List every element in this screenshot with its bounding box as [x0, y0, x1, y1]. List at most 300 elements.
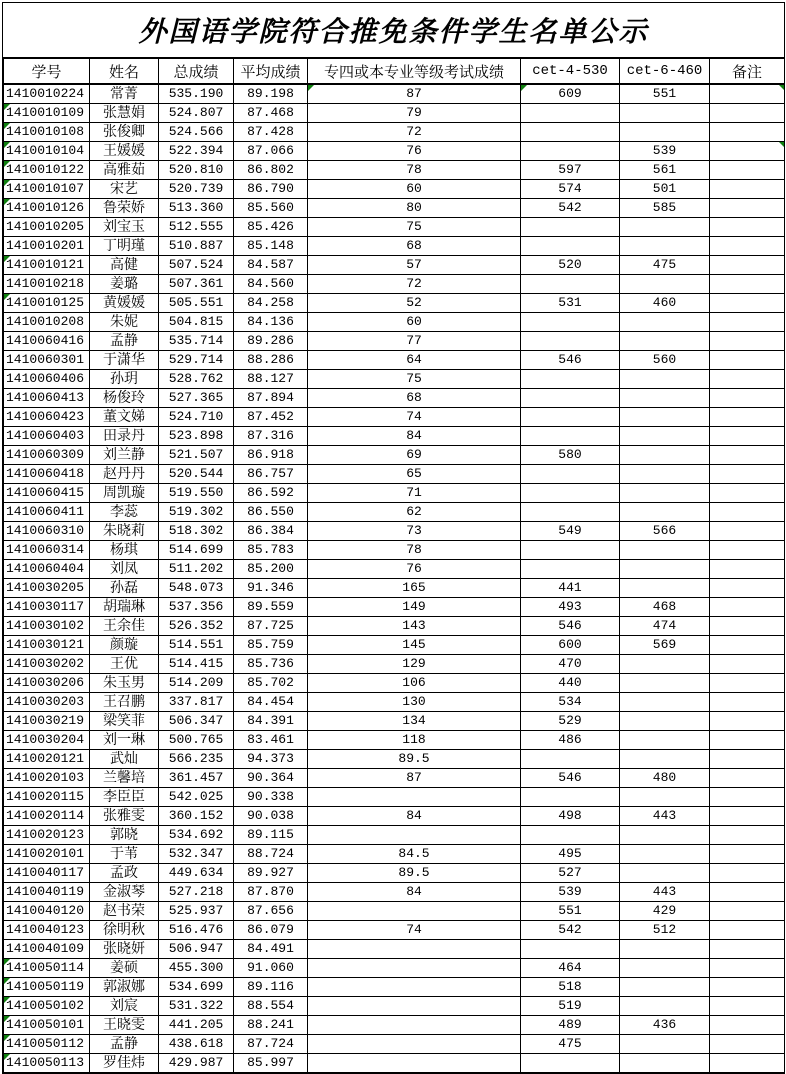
cell-cet4[interactable]: 518 — [521, 978, 620, 997]
cell-exam[interactable]: 73 — [308, 522, 521, 541]
cell-id[interactable]: 1410060404 — [4, 560, 90, 579]
cell-cet4[interactable]: 549 — [521, 522, 620, 541]
cell-name[interactable]: 刘兰静 — [90, 446, 159, 465]
cell-remark[interactable] — [710, 389, 785, 408]
cell-id[interactable]: 1410030219 — [4, 712, 90, 731]
cell-remark[interactable] — [710, 883, 785, 902]
cell-id[interactable]: 1410020114 — [4, 807, 90, 826]
cell-cet4[interactable] — [521, 237, 620, 256]
cell-cet4[interactable]: 529 — [521, 712, 620, 731]
cell-remark[interactable] — [710, 940, 785, 959]
cell-exam[interactable]: 69 — [308, 446, 521, 465]
cell-name[interactable]: 常菁 — [90, 84, 159, 104]
cell-exam[interactable]: 84 — [308, 807, 521, 826]
cell-id[interactable]: 1410010104 — [4, 142, 90, 161]
cell-remark[interactable] — [710, 1035, 785, 1054]
cell-id[interactable]: 1410050119 — [4, 978, 90, 997]
cell-exam[interactable]: 75 — [308, 370, 521, 389]
cell-cet4[interactable]: 464 — [521, 959, 620, 978]
cell-total[interactable]: 506.947 — [159, 940, 234, 959]
cell-cet6[interactable] — [620, 826, 710, 845]
cell-cet6[interactable] — [620, 579, 710, 598]
cell-avg[interactable]: 94.373 — [234, 750, 308, 769]
cell-cet6[interactable]: 560 — [620, 351, 710, 370]
cell-total[interactable]: 514.209 — [159, 674, 234, 693]
cell-id[interactable]: 1410010218 — [4, 275, 90, 294]
cell-name[interactable]: 高健 — [90, 256, 159, 275]
cell-total[interactable]: 514.551 — [159, 636, 234, 655]
cell-name[interactable]: 孟静 — [90, 332, 159, 351]
cell-exam[interactable]: 145 — [308, 636, 521, 655]
cell-avg[interactable]: 89.286 — [234, 332, 308, 351]
cell-cet4[interactable] — [521, 332, 620, 351]
cell-total[interactable]: 525.937 — [159, 902, 234, 921]
cell-remark[interactable] — [710, 788, 785, 807]
cell-total[interactable]: 438.618 — [159, 1035, 234, 1054]
cell-total[interactable]: 526.352 — [159, 617, 234, 636]
cell-total[interactable]: 519.302 — [159, 503, 234, 522]
cell-name[interactable]: 杨俊玲 — [90, 389, 159, 408]
cell-cet4[interactable] — [521, 142, 620, 161]
cell-avg[interactable]: 89.198 — [234, 84, 308, 104]
cell-id[interactable]: 1410040119 — [4, 883, 90, 902]
cell-name[interactable]: 罗佳炜 — [90, 1054, 159, 1073]
cell-cet6[interactable]: 475 — [620, 256, 710, 275]
cell-avg[interactable]: 87.428 — [234, 123, 308, 142]
cell-name[interactable]: 王晓雯 — [90, 1016, 159, 1035]
cell-remark[interactable] — [710, 693, 785, 712]
cell-id[interactable]: 1410030203 — [4, 693, 90, 712]
cell-remark[interactable] — [710, 731, 785, 750]
cell-remark[interactable] — [710, 465, 785, 484]
cell-remark[interactable] — [710, 579, 785, 598]
cell-total[interactable]: 527.365 — [159, 389, 234, 408]
cell-avg[interactable]: 85.702 — [234, 674, 308, 693]
cell-cet6[interactable] — [620, 465, 710, 484]
cell-avg[interactable]: 90.364 — [234, 769, 308, 788]
cell-cet6[interactable] — [620, 978, 710, 997]
cell-id[interactable]: 1410040123 — [4, 921, 90, 940]
cell-name[interactable]: 孟静 — [90, 1035, 159, 1054]
cell-name[interactable]: 朱晓莉 — [90, 522, 159, 541]
cell-remark[interactable] — [710, 1054, 785, 1073]
cell-avg[interactable]: 91.346 — [234, 579, 308, 598]
cell-total[interactable]: 516.476 — [159, 921, 234, 940]
cell-cet4[interactable]: 600 — [521, 636, 620, 655]
cell-cet6[interactable] — [620, 446, 710, 465]
cell-avg[interactable]: 87.724 — [234, 1035, 308, 1054]
cell-cet4[interactable]: 542 — [521, 921, 620, 940]
cell-exam[interactable] — [308, 788, 521, 807]
cell-total[interactable]: 441.205 — [159, 1016, 234, 1035]
cell-name[interactable]: 武灿 — [90, 750, 159, 769]
cell-id[interactable]: 1410060314 — [4, 541, 90, 560]
cell-remark[interactable] — [710, 864, 785, 883]
cell-avg[interactable]: 86.384 — [234, 522, 308, 541]
cell-name[interactable]: 杨琪 — [90, 541, 159, 560]
cell-total[interactable]: 455.300 — [159, 959, 234, 978]
cell-exam[interactable] — [308, 959, 521, 978]
cell-remark[interactable] — [710, 256, 785, 275]
cell-remark[interactable] — [710, 598, 785, 617]
cell-avg[interactable]: 90.038 — [234, 807, 308, 826]
cell-cet4[interactable]: 475 — [521, 1035, 620, 1054]
cell-total[interactable]: 524.807 — [159, 104, 234, 123]
cell-remark[interactable] — [710, 959, 785, 978]
cell-remark[interactable] — [710, 351, 785, 370]
cell-remark[interactable] — [710, 408, 785, 427]
cell-total[interactable]: 510.887 — [159, 237, 234, 256]
cell-id[interactable]: 1410060301 — [4, 351, 90, 370]
cell-remark[interactable] — [710, 104, 785, 123]
column-header-remark[interactable]: 备注 — [710, 59, 785, 84]
cell-total[interactable]: 534.699 — [159, 978, 234, 997]
cell-cet6[interactable]: 569 — [620, 636, 710, 655]
cell-total[interactable]: 520.810 — [159, 161, 234, 180]
cell-remark[interactable] — [710, 294, 785, 313]
cell-id[interactable]: 1410060415 — [4, 484, 90, 503]
cell-exam[interactable]: 68 — [308, 237, 521, 256]
cell-id[interactable]: 1410050101 — [4, 1016, 90, 1035]
cell-cet4[interactable] — [521, 1054, 620, 1073]
cell-avg[interactable]: 85.783 — [234, 541, 308, 560]
cell-remark[interactable] — [710, 902, 785, 921]
cell-avg[interactable]: 88.286 — [234, 351, 308, 370]
cell-avg[interactable]: 85.736 — [234, 655, 308, 674]
cell-exam[interactable]: 72 — [308, 275, 521, 294]
cell-name[interactable]: 田录丹 — [90, 427, 159, 446]
cell-exam[interactable]: 77 — [308, 332, 521, 351]
cell-avg[interactable]: 87.870 — [234, 883, 308, 902]
cell-id[interactable]: 1410050112 — [4, 1035, 90, 1054]
cell-exam[interactable] — [308, 1016, 521, 1035]
cell-remark[interactable] — [710, 237, 785, 256]
cell-total[interactable]: 507.361 — [159, 275, 234, 294]
cell-cet4[interactable] — [521, 313, 620, 332]
cell-id[interactable]: 1410030205 — [4, 579, 90, 598]
cell-cet6[interactable] — [620, 940, 710, 959]
cell-id[interactable]: 1410020121 — [4, 750, 90, 769]
cell-cet6[interactable]: 501 — [620, 180, 710, 199]
column-header-cet6[interactable]: cet-6-460 — [620, 59, 710, 84]
cell-name[interactable]: 张晓妍 — [90, 940, 159, 959]
cell-total[interactable]: 500.765 — [159, 731, 234, 750]
cell-total[interactable]: 504.815 — [159, 313, 234, 332]
cell-exam[interactable]: 74 — [308, 408, 521, 427]
cell-cet4[interactable]: 551 — [521, 902, 620, 921]
cell-cet6[interactable] — [620, 693, 710, 712]
cell-cet4[interactable] — [521, 427, 620, 446]
cell-exam[interactable]: 60 — [308, 313, 521, 332]
cell-id[interactable]: 1410060403 — [4, 427, 90, 446]
cell-name[interactable]: 金淑琴 — [90, 883, 159, 902]
cell-cet4[interactable]: 546 — [521, 617, 620, 636]
column-header-cet4[interactable]: cet-4-530 — [521, 59, 620, 84]
cell-exam[interactable]: 72 — [308, 123, 521, 142]
cell-avg[interactable]: 85.148 — [234, 237, 308, 256]
cell-exam[interactable] — [308, 1035, 521, 1054]
cell-total[interactable]: 514.415 — [159, 655, 234, 674]
cell-cet6[interactable]: 474 — [620, 617, 710, 636]
cell-avg[interactable]: 85.426 — [234, 218, 308, 237]
cell-total[interactable]: 529.714 — [159, 351, 234, 370]
cell-avg[interactable]: 87.894 — [234, 389, 308, 408]
cell-id[interactable]: 1410010121 — [4, 256, 90, 275]
cell-total[interactable]: 449.634 — [159, 864, 234, 883]
cell-remark[interactable] — [710, 332, 785, 351]
cell-cet6[interactable] — [620, 731, 710, 750]
cell-remark[interactable] — [710, 123, 785, 142]
cell-total[interactable]: 518.302 — [159, 522, 234, 541]
cell-avg[interactable]: 86.790 — [234, 180, 308, 199]
cell-cet4[interactable] — [521, 275, 620, 294]
cell-id[interactable]: 1410030121 — [4, 636, 90, 655]
cell-cet6[interactable] — [620, 1054, 710, 1073]
cell-cet6[interactable]: 443 — [620, 807, 710, 826]
cell-cet4[interactable]: 531 — [521, 294, 620, 313]
cell-cet6[interactable] — [620, 997, 710, 1016]
cell-cet4[interactable]: 486 — [521, 731, 620, 750]
cell-avg[interactable]: 84.391 — [234, 712, 308, 731]
cell-name[interactable]: 王优 — [90, 655, 159, 674]
cell-remark[interactable] — [710, 84, 785, 104]
cell-cet6[interactable]: 585 — [620, 199, 710, 218]
cell-id[interactable]: 1410060418 — [4, 465, 90, 484]
cell-cet4[interactable] — [521, 750, 620, 769]
cell-total[interactable]: 337.817 — [159, 693, 234, 712]
cell-name[interactable]: 朱妮 — [90, 313, 159, 332]
cell-id[interactable]: 1410030204 — [4, 731, 90, 750]
cell-id[interactable]: 1410010108 — [4, 123, 90, 142]
cell-avg[interactable]: 86.592 — [234, 484, 308, 503]
cell-name[interactable]: 王余佳 — [90, 617, 159, 636]
cell-cet4[interactable] — [521, 408, 620, 427]
cell-cet4[interactable]: 527 — [521, 864, 620, 883]
cell-avg[interactable]: 84.454 — [234, 693, 308, 712]
cell-exam[interactable]: 149 — [308, 598, 521, 617]
cell-cet4[interactable]: 470 — [521, 655, 620, 674]
cell-id[interactable]: 1410030117 — [4, 598, 90, 617]
cell-cet6[interactable] — [620, 541, 710, 560]
cell-total[interactable]: 514.699 — [159, 541, 234, 560]
cell-cet4[interactable]: 441 — [521, 579, 620, 598]
cell-remark[interactable] — [710, 636, 785, 655]
cell-cet6[interactable] — [620, 484, 710, 503]
cell-avg[interactable]: 87.468 — [234, 104, 308, 123]
cell-cet6[interactable]: 443 — [620, 883, 710, 902]
cell-avg[interactable]: 88.127 — [234, 370, 308, 389]
cell-name[interactable]: 刘宝玉 — [90, 218, 159, 237]
cell-total[interactable]: 429.987 — [159, 1054, 234, 1073]
cell-avg[interactable]: 85.759 — [234, 636, 308, 655]
cell-id[interactable]: 1410050102 — [4, 997, 90, 1016]
cell-cet4[interactable] — [521, 560, 620, 579]
cell-name[interactable]: 颜璇 — [90, 636, 159, 655]
cell-cet6[interactable]: 566 — [620, 522, 710, 541]
cell-cet6[interactable]: 460 — [620, 294, 710, 313]
cell-exam[interactable]: 84.5 — [308, 845, 521, 864]
cell-remark[interactable] — [710, 522, 785, 541]
cell-avg[interactable]: 86.757 — [234, 465, 308, 484]
cell-total[interactable]: 532.347 — [159, 845, 234, 864]
cell-total[interactable]: 542.025 — [159, 788, 234, 807]
cell-exam[interactable]: 80 — [308, 199, 521, 218]
cell-exam[interactable]: 89.5 — [308, 864, 521, 883]
cell-id[interactable]: 1410050114 — [4, 959, 90, 978]
cell-total[interactable]: 535.714 — [159, 332, 234, 351]
cell-total[interactable]: 505.551 — [159, 294, 234, 313]
cell-cet6[interactable] — [620, 1035, 710, 1054]
cell-avg[interactable]: 84.258 — [234, 294, 308, 313]
cell-total[interactable]: 528.762 — [159, 370, 234, 389]
cell-cet6[interactable] — [620, 123, 710, 142]
cell-cet4[interactable] — [521, 940, 620, 959]
cell-cet6[interactable] — [620, 313, 710, 332]
cell-remark[interactable] — [710, 427, 785, 446]
cell-remark[interactable] — [710, 275, 785, 294]
cell-avg[interactable]: 87.316 — [234, 427, 308, 446]
cell-name[interactable]: 胡瑞琳 — [90, 598, 159, 617]
cell-id[interactable]: 1410050113 — [4, 1054, 90, 1073]
cell-name[interactable]: 周凯璇 — [90, 484, 159, 503]
cell-id[interactable]: 1410010208 — [4, 313, 90, 332]
cell-cet6[interactable]: 436 — [620, 1016, 710, 1035]
cell-remark[interactable] — [710, 826, 785, 845]
cell-id[interactable]: 1410010224 — [4, 84, 90, 104]
cell-exam[interactable]: 76 — [308, 142, 521, 161]
cell-avg[interactable]: 89.559 — [234, 598, 308, 617]
cell-remark[interactable] — [710, 446, 785, 465]
cell-cet4[interactable]: 440 — [521, 674, 620, 693]
cell-exam[interactable]: 87 — [308, 84, 521, 104]
cell-cet6[interactable]: 551 — [620, 84, 710, 104]
cell-name[interactable]: 梁笑菲 — [90, 712, 159, 731]
cell-id[interactable]: 1410020123 — [4, 826, 90, 845]
cell-avg[interactable]: 90.338 — [234, 788, 308, 807]
cell-name[interactable]: 刘一琳 — [90, 731, 159, 750]
cell-exam[interactable]: 65 — [308, 465, 521, 484]
cell-cet4[interactable]: 520 — [521, 256, 620, 275]
cell-remark[interactable] — [710, 978, 785, 997]
cell-total[interactable]: 537.356 — [159, 598, 234, 617]
cell-cet4[interactable] — [521, 218, 620, 237]
cell-avg[interactable]: 89.927 — [234, 864, 308, 883]
cell-avg[interactable]: 88.724 — [234, 845, 308, 864]
cell-exam[interactable]: 143 — [308, 617, 521, 636]
cell-id[interactable]: 1410010107 — [4, 180, 90, 199]
cell-exam[interactable] — [308, 902, 521, 921]
column-header-total[interactable]: 总成绩 — [159, 59, 234, 84]
cell-exam[interactable]: 52 — [308, 294, 521, 313]
cell-cet4[interactable]: 542 — [521, 199, 620, 218]
cell-id[interactable]: 1410010205 — [4, 218, 90, 237]
cell-name[interactable]: 徐明秋 — [90, 921, 159, 940]
cell-name[interactable]: 董文娣 — [90, 408, 159, 427]
cell-remark[interactable] — [710, 370, 785, 389]
cell-cet4[interactable] — [521, 788, 620, 807]
cell-remark[interactable] — [710, 1016, 785, 1035]
cell-total[interactable]: 520.739 — [159, 180, 234, 199]
cell-cet6[interactable] — [620, 370, 710, 389]
cell-cet6[interactable]: 480 — [620, 769, 710, 788]
cell-cet6[interactable] — [620, 674, 710, 693]
cell-name[interactable]: 宋艺 — [90, 180, 159, 199]
cell-exam[interactable]: 76 — [308, 560, 521, 579]
cell-cet6[interactable] — [620, 864, 710, 883]
cell-exam[interactable]: 71 — [308, 484, 521, 503]
cell-remark[interactable] — [710, 218, 785, 237]
cell-id[interactable]: 1410020115 — [4, 788, 90, 807]
cell-cet4[interactable] — [521, 503, 620, 522]
cell-cet6[interactable] — [620, 712, 710, 731]
cell-remark[interactable] — [710, 845, 785, 864]
cell-avg[interactable]: 84.587 — [234, 256, 308, 275]
cell-total[interactable]: 513.360 — [159, 199, 234, 218]
cell-total[interactable]: 523.898 — [159, 427, 234, 446]
cell-cet6[interactable] — [620, 655, 710, 674]
cell-name[interactable]: 于苇 — [90, 845, 159, 864]
cell-avg[interactable]: 85.560 — [234, 199, 308, 218]
cell-exam[interactable]: 68 — [308, 389, 521, 408]
cell-id[interactable]: 1410060310 — [4, 522, 90, 541]
cell-name[interactable]: 黄媛媛 — [90, 294, 159, 313]
cell-exam[interactable]: 57 — [308, 256, 521, 275]
cell-cet4[interactable] — [521, 123, 620, 142]
cell-total[interactable]: 524.566 — [159, 123, 234, 142]
cell-exam[interactable]: 118 — [308, 731, 521, 750]
cell-exam[interactable]: 75 — [308, 218, 521, 237]
cell-remark[interactable] — [710, 712, 785, 731]
cell-cet6[interactable]: 561 — [620, 161, 710, 180]
cell-total[interactable]: 507.524 — [159, 256, 234, 275]
cell-name[interactable]: 刘宸 — [90, 997, 159, 1016]
cell-exam[interactable] — [308, 826, 521, 845]
cell-total[interactable]: 534.692 — [159, 826, 234, 845]
cell-cet6[interactable]: 512 — [620, 921, 710, 940]
cell-avg[interactable]: 84.560 — [234, 275, 308, 294]
cell-name[interactable]: 赵丹丹 — [90, 465, 159, 484]
cell-cet4[interactable]: 495 — [521, 845, 620, 864]
cell-exam[interactable]: 84 — [308, 427, 521, 446]
cell-exam[interactable]: 106 — [308, 674, 521, 693]
cell-cet4[interactable]: 609 — [521, 84, 620, 104]
cell-id[interactable]: 1410060411 — [4, 503, 90, 522]
cell-cet4[interactable]: 580 — [521, 446, 620, 465]
cell-cet6[interactable] — [620, 104, 710, 123]
cell-id[interactable]: 1410060406 — [4, 370, 90, 389]
cell-id[interactable]: 1410040120 — [4, 902, 90, 921]
cell-name[interactable]: 孙玥 — [90, 370, 159, 389]
cell-cet6[interactable] — [620, 332, 710, 351]
cell-cet4[interactable] — [521, 541, 620, 560]
cell-avg[interactable]: 85.997 — [234, 1054, 308, 1073]
cell-id[interactable]: 1410030202 — [4, 655, 90, 674]
cell-exam[interactable] — [308, 1054, 521, 1073]
cell-exam[interactable]: 78 — [308, 541, 521, 560]
cell-exam[interactable]: 87 — [308, 769, 521, 788]
cell-cet6[interactable] — [620, 218, 710, 237]
cell-avg[interactable]: 86.079 — [234, 921, 308, 940]
cell-exam[interactable] — [308, 978, 521, 997]
cell-cet6[interactable] — [620, 408, 710, 427]
cell-cet6[interactable] — [620, 959, 710, 978]
cell-avg[interactable]: 84.491 — [234, 940, 308, 959]
cell-name[interactable]: 姜璐 — [90, 275, 159, 294]
cell-name[interactable]: 兰馨培 — [90, 769, 159, 788]
cell-total[interactable]: 521.507 — [159, 446, 234, 465]
cell-cet6[interactable] — [620, 845, 710, 864]
cell-exam[interactable]: 84 — [308, 883, 521, 902]
